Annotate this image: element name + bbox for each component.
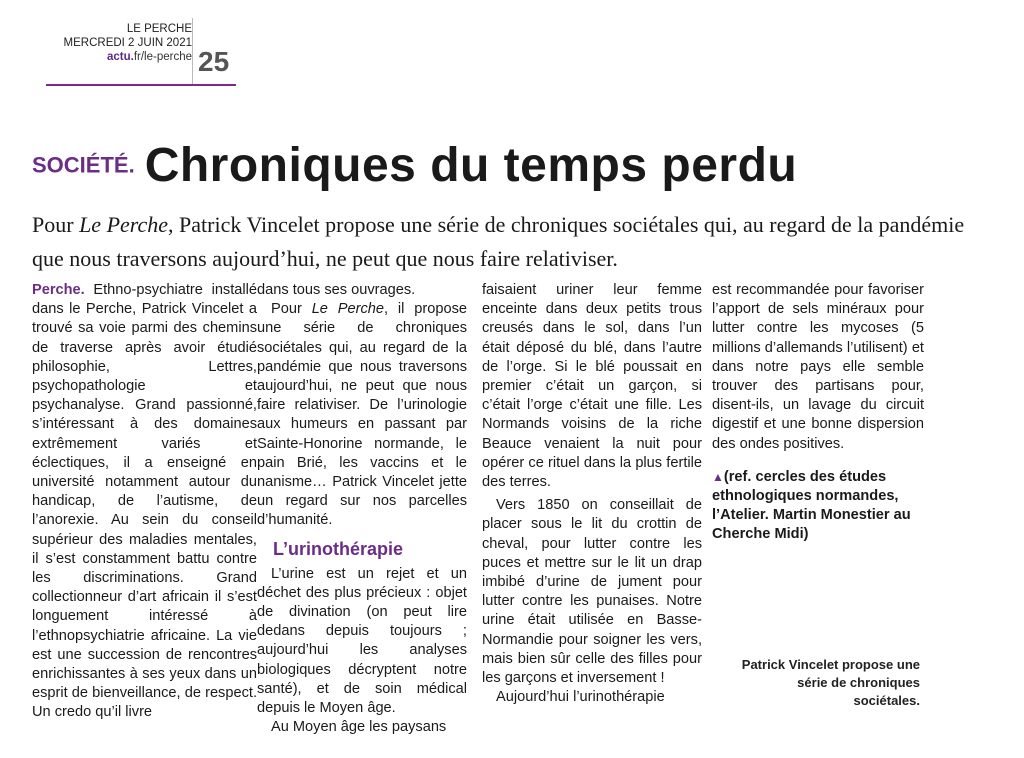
headline bbox=[32, 138, 1012, 198]
header-date: MERCREDI 2 JUIN 2021 bbox=[63, 37, 192, 49]
col2-para-a: dans tous ses ouvrages. bbox=[257, 282, 416, 298]
article-deck bbox=[32, 208, 992, 276]
article-column-2 bbox=[257, 281, 467, 737]
lead-word: Perche. bbox=[32, 282, 85, 298]
col3-para-c: Aujourd’hui l’urinothérapie bbox=[496, 689, 665, 706]
header-divider bbox=[192, 18, 193, 84]
header-info bbox=[64, 22, 192, 64]
article-column-4 bbox=[712, 281, 924, 545]
col3-para-a: faisaient uriner leur femme enceinte dans deux petits trous creusés dans le sol, dans l’un était déposé du blé, dans l’autre de l’orge. Si le blé poussait en premier c’était un garçon, si c’était l’orge c’était une fille. Les Normands voisins de la riche Beauce venaient la nuit pour opérer ce rituel dans la plus fertile des terres. bbox=[482, 282, 702, 491]
col2-para-c: L’urine est un rejet et un déchet des plus précieux : objet de divination (on peut lire dedans depuis toujours ; aujourd’hui les analyses biologiques décryptent notre santé), et de soin médical depuis le Moyen âge. bbox=[257, 565, 467, 717]
col3-para-b: Vers 1850 on conseillait de placer sous le lit du crottin de cheval, pour lutter contre les puces et mettre sur le lit un drap imbibé d’urine de jument pour lutter contre les punaises. Notre urine était utilisée en Basse-Normandie pour soigner les vers, mais bien sûr celle des filles pour les garçons et inversement ! bbox=[482, 497, 702, 687]
col4-para-a: est recommandée pour favoriser l’apport de sels minéraux pour lutter contre les mycoses (5 millions d’allemands l’utilisent) et dans notre pays elle semble trouver des partisans pour, disent-ils, un lavage du circuit digestif et une bonne dispersion des ondes positives. bbox=[712, 282, 924, 452]
section-kicker: SOCIÉTÉ. bbox=[32, 152, 135, 178]
subhead: L’urinothérapie bbox=[273, 538, 404, 559]
header-section: LE PERCHE bbox=[126, 23, 192, 35]
col2-para-d: Au Moyen âge les paysans bbox=[271, 719, 447, 736]
header-site[interactable] bbox=[64, 50, 192, 64]
article-title: Chroniques du temps perdu bbox=[144, 139, 798, 192]
header-rule bbox=[46, 84, 236, 86]
deck-publication: Le Perche bbox=[79, 212, 169, 237]
deck-pre: Pour bbox=[32, 212, 80, 237]
reference-note bbox=[712, 468, 924, 545]
article-column-3 bbox=[482, 281, 702, 707]
photo-caption: Patrick Vincelet propose une série de chroniques sociétales. bbox=[741, 657, 920, 708]
triangle-icon: ▲ bbox=[712, 469, 724, 484]
site-brand: actu. bbox=[106, 51, 134, 63]
col2-para-b: Pour Le Perche, il propose une série de chroniques sociétales qui, au regard de la pandémie que nous traversons aujourd’hui, ne peut que nous faire relativiser. De l’urinologie aux humeurs en passant par Sainte-Honorine normande, le pain Brié, les vaccins et le nanisme… Patrick Vincelet jette un regard sur nos parcelles d’humanité. bbox=[257, 301, 467, 529]
page-header bbox=[46, 14, 236, 86]
deck-text: , Patrick Vincelet propose une série de chroniques sociétales qui, au regard de la pandémie que nous traversons aujourd’hui, ne peut que nous faire relativiser. bbox=[32, 212, 965, 271]
site-path: fr/le-perche bbox=[133, 51, 192, 63]
reference-text: (ref. cercles des études ethnologiques normandes, l’Atelier. Martin Monestier au Cherche Midi) bbox=[712, 468, 911, 543]
article-column-1 bbox=[32, 281, 257, 723]
page-number: 25 bbox=[198, 46, 230, 77]
col1-text: Ethno-psychiatre installé dans le Perche, Patrick Vincelet a trouvé sa voie parmi des chemins de traverse après avoir étudié philosophie, Lettres, psychopathologie et psychanalyse. Grand passionné, s’intéressant à des domaines extrêmement variés et éclectiques, il a enseigné en université notamment autour du handicap, de l’autisme, de l’anorexie. Au sein du conseil supérieur des maladies mentales, il s’est constamment battu contre les discriminations. Grand collectionneur d’art africain il s’est longuement intéressé à l’ethnopsychiatrie africaine. La vie est une succession de rencontres enrichissantes à ses yeux dans un esprit de bienveillance, de respect. Un credo qu’il livre bbox=[32, 282, 257, 721]
